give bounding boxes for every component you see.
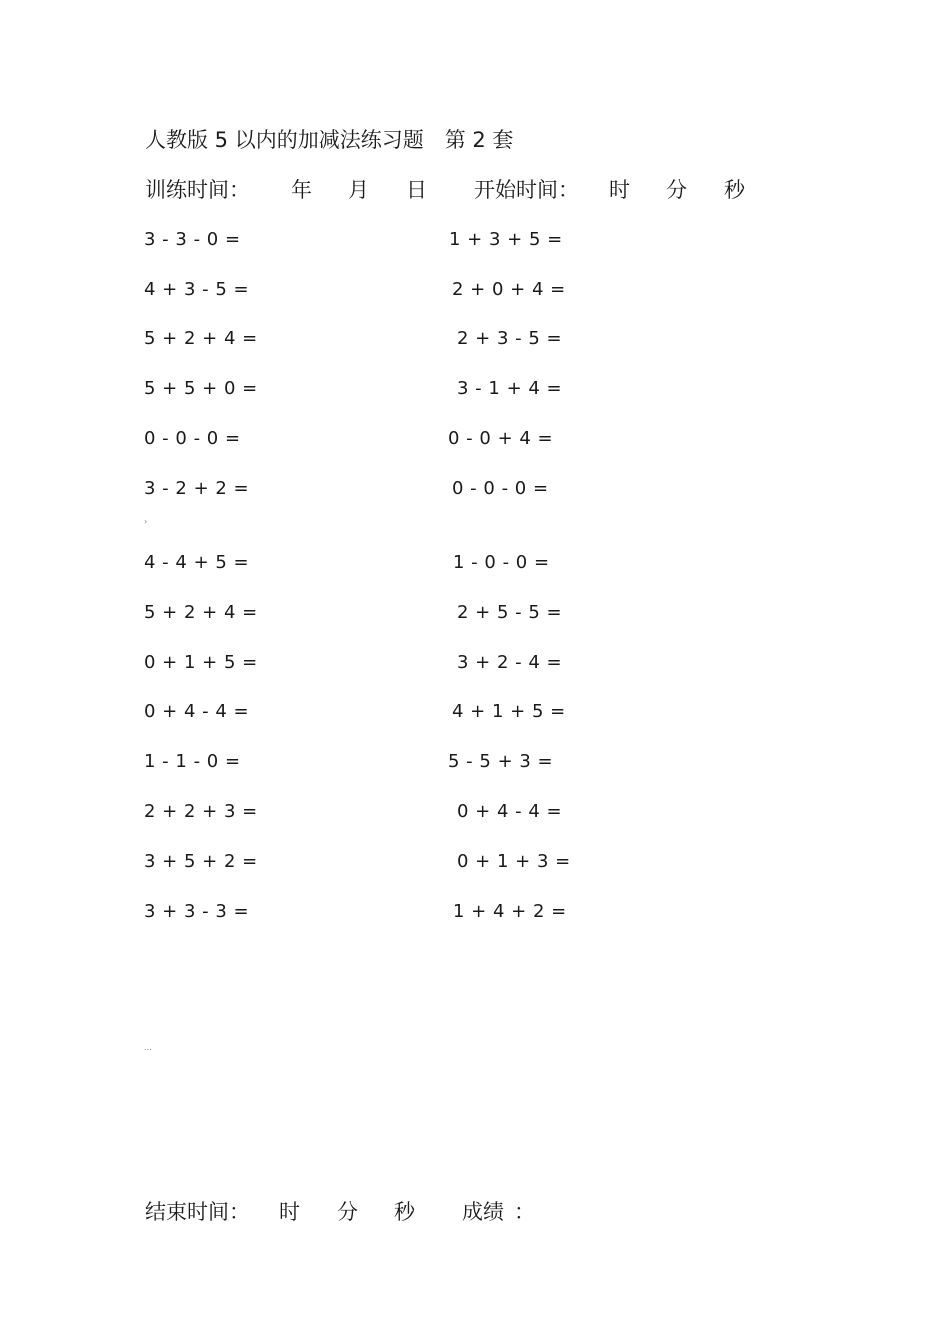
month-label: 月 <box>348 178 369 202</box>
problem-right: 0 - 0 + 4 = <box>448 428 554 449</box>
problem-left: 2 + 2 + 3 = <box>144 801 258 822</box>
end-hour-label: 时 <box>279 1200 300 1224</box>
problem-left: 1 - 1 - 0 = <box>144 751 241 772</box>
start-hour-label: 时 <box>609 178 630 202</box>
problem-left: 5 + 5 + 0 = <box>144 378 258 399</box>
score-label: 成绩 <box>462 1200 504 1224</box>
problem-left: 5 + 2 + 4 = <box>144 602 258 623</box>
problem-right: 5 - 5 + 3 = <box>448 751 554 772</box>
problem-left: 0 - 0 - 0 = <box>144 428 241 449</box>
training-time-label: 训练时间： <box>145 178 250 202</box>
problem-right: 1 - 0 - 0 = <box>453 552 550 573</box>
day-label: 日 <box>406 178 427 202</box>
problem-right: 2 + 3 - 5 = <box>457 328 563 349</box>
problem-right: 3 + 2 - 4 = <box>457 652 563 673</box>
problem-right: 4 + 1 + 5 = <box>452 701 566 722</box>
year-label: 年 <box>291 178 312 202</box>
stray-dots: ... <box>144 1043 152 1052</box>
score-colon: ： <box>514 1200 535 1224</box>
problem-right: 1 + 3 + 5 = <box>449 229 563 250</box>
problem-right: 0 + 4 - 4 = <box>457 801 563 822</box>
problem-right: 3 - 1 + 4 = <box>457 378 563 399</box>
problem-left: 4 + 3 - 5 = <box>144 279 250 300</box>
problem-left: 0 + 1 + 5 = <box>144 652 258 673</box>
problem-right: 2 + 5 - 5 = <box>457 602 563 623</box>
problem-left: 5 + 2 + 4 = <box>144 328 258 349</box>
end-second-label: 秒 <box>394 1200 415 1224</box>
problem-left: 3 - 2 + 2 = <box>144 478 250 499</box>
problem-right: 2 + 0 + 4 = <box>452 279 566 300</box>
problem-left: 3 - 3 - 0 = <box>144 229 241 250</box>
problem-left: 4 - 4 + 5 = <box>144 552 250 573</box>
page-title: 人教版 5 以内的加减法练习题 第 2 套 <box>145 128 514 152</box>
end-minute-label: 分 <box>337 1200 358 1224</box>
problem-left: 3 + 3 - 3 = <box>144 901 250 922</box>
problem-right: 0 + 1 + 3 = <box>457 851 571 872</box>
problem-right: 1 + 4 + 2 = <box>453 901 567 922</box>
problem-right: 0 - 0 - 0 = <box>452 478 549 499</box>
start-minute-label: 分 <box>666 178 687 202</box>
stray-mark: › <box>144 517 148 526</box>
problem-left: 3 + 5 + 2 = <box>144 851 258 872</box>
start-second-label: 秒 <box>724 178 745 202</box>
end-time-label: 结束时间： <box>145 1200 250 1224</box>
start-time-label: 开始时间： <box>474 178 579 202</box>
problem-left: 0 + 4 - 4 = <box>144 701 250 722</box>
